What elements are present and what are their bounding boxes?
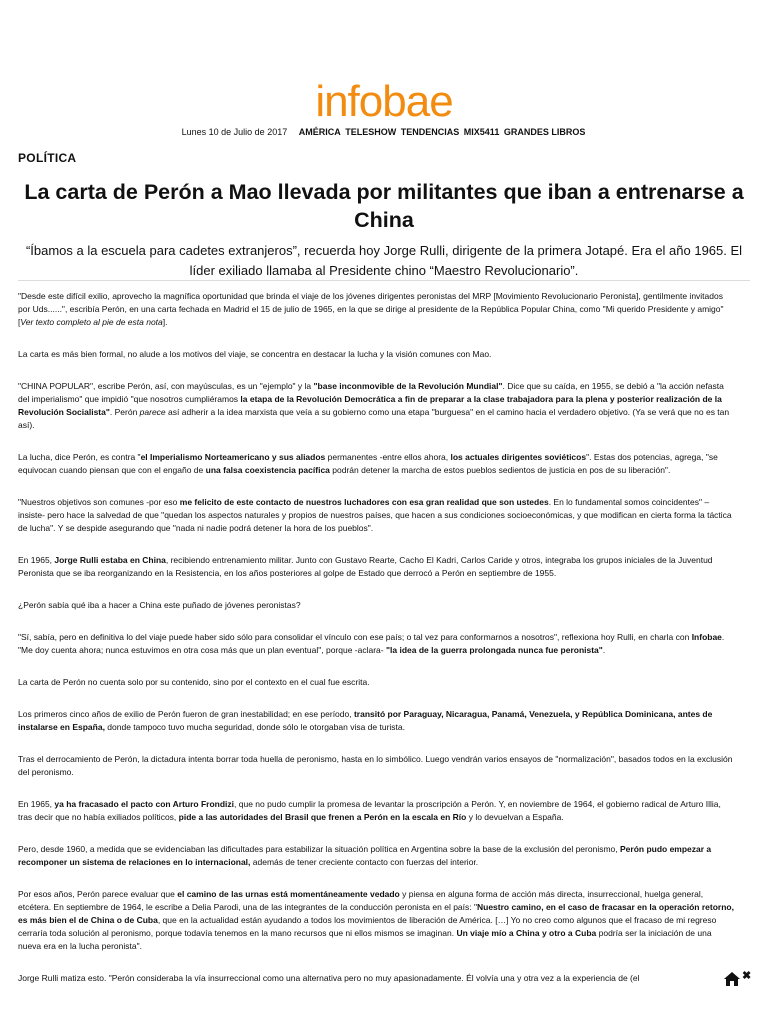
paragraph-text: En 1965, xyxy=(18,799,55,809)
article-title: La carta de Perón a Mao llevada por militantes que iban a entrenarse a China xyxy=(24,180,744,232)
article-paragraph xyxy=(18,554,736,580)
paragraph-text: . xyxy=(602,645,606,655)
paragraph-text: ". Estas dos potencias, agrega, "se equivocan cuando piensan que con el engaño de xyxy=(18,452,718,475)
nav-link-teleshow[interactable]: TELESHOW xyxy=(345,127,397,137)
bold-text: Jorge Rulli estaba en China xyxy=(54,555,166,565)
paragraph-text: "Desde este difícil exilio, aprovecho la magnífica oportunidad que brinda el viaje de los jóvenes dirigentes peronistas del MRP [Movimiento Revolucionario Peronista], gentilmente invitados por Uds......", escribía Perón, en una carta fechada en Madrid el 15 de julio de 1965, en la que se dirige al presidente de la República Popular China, como "Mi querido Presidente y amigo" [ xyxy=(18,291,724,327)
article-paragraph xyxy=(18,798,736,824)
italic-text: Ver texto completo al pie de esta nota xyxy=(20,317,163,327)
paragraph-text: , que no pudo cumplir la promesa de levantar la proscripción a Perón. Y, en noviembre de 1964, el gobierno radical de Arturo Illia, tras decir que no había exiliados políticos, xyxy=(18,799,721,822)
article-paragraph xyxy=(18,843,736,869)
article-paragraph xyxy=(18,348,736,361)
bold-text: transitó por Paraguay, Nicaragua, Panamá, Venezuela, y República Dominicana, antes de instalarse en España, xyxy=(18,709,713,732)
bold-text: Infobae xyxy=(691,632,722,642)
home-icon[interactable] xyxy=(724,972,740,986)
header-date: Lunes 10 de Julio de 2017 xyxy=(181,127,288,137)
bold-text: ya ha fracasado el pacto con Arturo Frondizi xyxy=(54,799,235,809)
italic-text: parece xyxy=(139,407,166,417)
bold-text: los actuales dirigentes soviéticos xyxy=(450,452,587,462)
paragraph-text: Tras el derrocamiento de Perón, la dictadura intenta borrar toda huella de peronismo, hasta en lo simbólico. Luego vendrán varios ensayos de "normalización", basados todos en la exclusión del peronismo. xyxy=(18,754,733,777)
divider xyxy=(18,280,750,281)
close-icon[interactable]: ✖ xyxy=(742,970,752,982)
paragraph-text: , recibiendo entrenamiento militar. Junto con Gustavo Rearte, Cacho El Kadri, Carlos Caride y otros, integraba los grupos iniciales de la Juventud Peronista que se iba reorganizando en la Resistencia, en los años posteriores al golpe de Estado que derrocó a Perón en septiembre de 1955. xyxy=(18,555,713,578)
bold-text: el camino de las urnas está momentáneamente vedado xyxy=(177,889,400,899)
nav-link-grandes-libros[interactable]: GRANDES LIBROS xyxy=(503,127,586,137)
paragraph-text: . Perón xyxy=(109,407,140,417)
bold-text: Nuestro camino, en el caso de fracasar en la operación retorno, es más bien el de China o de Cuba xyxy=(18,902,734,925)
article-paragraph xyxy=(18,451,736,477)
paragraph-text: La lucha, dice Perón, es contra " xyxy=(18,452,141,462)
paragraph-text: , que en la actualidad están ayudando a todos los movimientos de liberación de América. […] Yo no creo como algunos que el fracaso de mi regreso cerraría toda solución al peronismo, porque todavía tenemos en la mano recursos que ni ellos mismos se imaginan. xyxy=(18,915,717,938)
paragraph-text: Pero, desde 1960, a medida que se evidenciaban las dificultades para estabilizar la situación política en Argentina sobre la base de la exclusión del peronismo, xyxy=(18,844,620,854)
site-logo[interactable]: infobae xyxy=(315,77,453,126)
bold-text: pide a las autoridades del Brasil que frenen a Perón en la escala en Río xyxy=(178,812,467,822)
paragraph-text: Por esos años, Perón parece evaluar que xyxy=(18,889,178,899)
paragraph-text: permanentes -entre ellos ahora, xyxy=(325,452,451,462)
paragraph-text: donde tampoco tuvo mucha seguridad, donde sólo le otorgaban visa de turista. xyxy=(104,722,405,732)
paragraph-text: así adherir a la idea marxista que veía a su gobierno como una etapa "burguesa" en el camino hacia el verdadero objetivo. (Ya se verá que no es tan así). xyxy=(18,407,730,430)
nav-link-tendencias[interactable]: TENDENCIAS xyxy=(400,127,460,137)
article-paragraph xyxy=(18,631,736,657)
paragraph-text: . Dice que su caída, en 1955, se debió a "la acción nefasta del imperialismo" que impidió "que nosotros cumpliéramos xyxy=(18,381,724,404)
paragraph-text: y lo devuelvan a España. xyxy=(466,812,564,822)
paragraph-text: "Sí, sabía, pero en definitiva lo del viaje puede haber sido sólo para consolidar el vínculo con ese país; o tal vez para conformarnos a nosotros", reflexiona hoy Rulli, en charla con xyxy=(18,632,692,642)
header-bar xyxy=(0,126,768,138)
article-paragraph xyxy=(18,599,736,612)
bold-text: Perón pudo empezar a recomponer un sistema de relaciones en lo internacional, xyxy=(18,844,712,867)
article-paragraph xyxy=(18,972,736,985)
paragraph-text: "CHINA POPULAR", escribe Perón, así, con mayúsculas, es un "ejemplo" y la xyxy=(18,381,314,391)
paragraph-text: La carta es más bien formal, no alude a los motivos del viaje, se concentra en destacar la lucha y la visión comunes con Mao. xyxy=(18,349,492,359)
paragraph-text: además de tener creciente contacto con fuerzas del interior. xyxy=(250,857,479,867)
bold-text: la etapa de la Revolución Democrática a fin de preparar a la clase trabajadora para la plena y posterior realización de la Revolución Socialista" xyxy=(18,394,722,417)
paragraph-text: En 1965, xyxy=(18,555,55,565)
paragraph-text: . En lo fundamental somos coincidentes" – insiste- pero hace la salvedad de que "quedan los aspectos naturales y propios de nuestros países, que hacen a sus condiciones socioeconómicas, y que modifican en cierta forma la táctica de lucha". Y se despide asegurando que "nada ni nadie podrá detener la hora de los pueblos". xyxy=(18,497,732,533)
article-paragraph xyxy=(18,888,736,953)
bold-text: "base inconmovible de la Revolución Mundial" xyxy=(313,381,503,391)
paragraph-text: y piensa en alguna forma de acción más directa, insurreccional, huelga general, etcétera. En septiembre de 1964, le escribe a Delia Parodi, una de las integrantes de la conducción peronista en el país: " xyxy=(18,889,704,912)
bold-text: una falsa coexistencia pacífica xyxy=(205,465,330,475)
nav-link-mix5411[interactable]: MIX5411 xyxy=(463,127,500,137)
paragraph-text: Los primeros cinco años de exilio de Perón fueron de gran inestabilidad; en ese período, xyxy=(18,709,354,719)
paragraph-text: La carta de Perón no cuenta solo por su contenido, sino por el contexto en el cual fue escrita. xyxy=(18,677,370,687)
bold-text: el Imperialismo Norteamericano y sus aliados xyxy=(140,452,326,462)
article-subtitle: “Íbamos a la escuela para cadetes extranjeros”, recuerda hoy Jorge Rulli, dirigente de la primera Jotapé. Era el año 1965. El líder exiliado llamaba al Presidente chino “Maestro Revolucionario”. xyxy=(25,243,743,278)
bold-text: Un viaje mío a China y otro a Cuba xyxy=(456,928,597,938)
section-label[interactable]: POLÍTICA xyxy=(18,151,77,165)
article-body xyxy=(18,290,736,985)
paragraph-text: ¿Perón sabía qué iba a hacer a China este puñado de jóvenes peronistas? xyxy=(18,600,301,610)
paragraph-text: "Nuestros objetivos son comunes -por eso xyxy=(18,497,180,507)
paragraph-text: Jorge Rulli matiza esto. "Perón consideraba la vía insurreccional como una alternativa pero no muy apasionadamente. Él volvía una y otra vez a la experiencia de (el xyxy=(18,973,640,983)
article-paragraph xyxy=(18,753,736,779)
paragraph-text: podrán detener la marcha de estos pueblos sedientos de justicia en pos de su liberación". xyxy=(329,465,671,475)
paragraph-text: . "Me doy cuenta ahora; nunca estuvimos en otra cosa más que un plan eventual", porque -aclara- xyxy=(18,632,725,655)
nav-link-america[interactable]: AMÉRICA xyxy=(298,127,341,137)
paragraph-text: ]. xyxy=(162,317,168,327)
bold-text: "la idea de la guerra prolongada nunca fue peronista" xyxy=(385,645,603,655)
article-paragraph xyxy=(18,380,736,432)
article-paragraph xyxy=(18,496,736,535)
bold-text: me felicito de este contacto de nuestros luchadores con esa gran realidad que son ustedes xyxy=(179,497,549,507)
top-nav xyxy=(298,127,587,137)
article-paragraph xyxy=(18,290,736,329)
article-paragraph xyxy=(18,676,736,689)
article-paragraph xyxy=(18,708,736,734)
paragraph-text: podría ser la iniciación de una nueva era en la lucha peronista". xyxy=(18,928,712,951)
